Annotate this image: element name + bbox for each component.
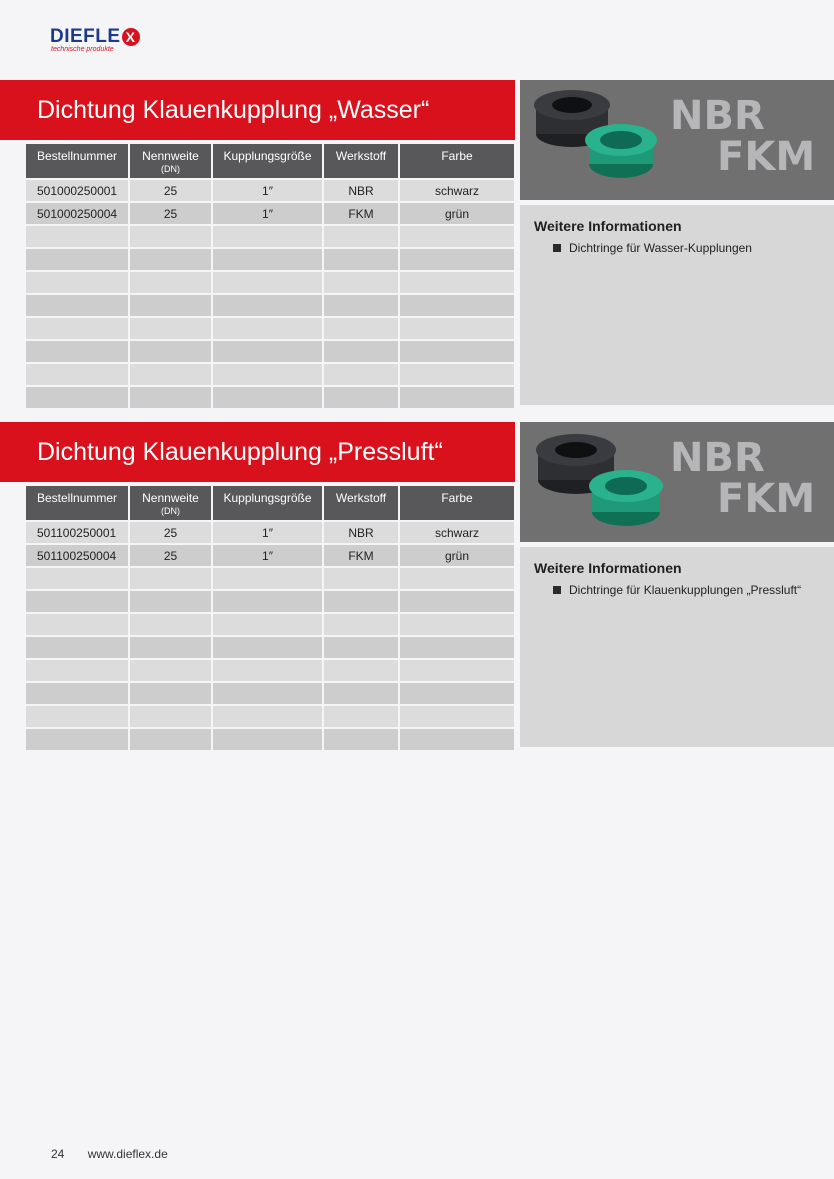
cell-bestellnummer: 501000250004 xyxy=(26,203,128,224)
column-header-nennweite-label: Nennweite xyxy=(142,149,199,163)
table-row-empty xyxy=(26,591,514,612)
table-row xyxy=(26,203,514,224)
table-row xyxy=(26,180,514,201)
info-box xyxy=(520,205,834,405)
table-row-empty xyxy=(26,387,514,408)
cell-kupplungsgroesse: 1″ xyxy=(213,180,322,201)
column-header-kupplungsgroesse: Kupplungsgröße xyxy=(213,486,322,520)
cell-bestellnummer: 501100250004 xyxy=(26,545,128,566)
section-title: Dichtung Klauenkupplung „Pressluft“ xyxy=(0,422,515,482)
table-row-empty xyxy=(26,364,514,385)
page-footer xyxy=(51,1147,188,1161)
cell-werkstoff: NBR xyxy=(324,180,398,201)
table-row-empty xyxy=(26,226,514,247)
table-row-empty xyxy=(26,706,514,727)
cell-nennweite: 25 xyxy=(130,180,211,201)
cell-kupplungsgroesse: 1″ xyxy=(213,522,322,543)
info-item-text: Dichtringe für Klauenkupplungen „Pressluft“ xyxy=(569,583,802,597)
column-header-nennweite xyxy=(130,486,211,520)
logo-name: DIEFLE xyxy=(50,26,121,47)
column-header-nennweite-label: Nennweite xyxy=(142,491,199,505)
material-label-nbr: NBR xyxy=(670,93,765,139)
material-label-fkm: FKM xyxy=(717,134,816,180)
table-row xyxy=(26,522,514,543)
column-header-bestellnummer: Bestellnummer xyxy=(26,144,128,178)
material-label-nbr: NBR xyxy=(670,435,765,481)
page-number: 24 xyxy=(51,1147,65,1161)
company-logo xyxy=(50,27,140,53)
table-header-row xyxy=(26,144,514,178)
column-header-kupplungsgroesse: Kupplungsgröße xyxy=(213,144,322,178)
table-row-empty xyxy=(26,660,514,681)
cell-farbe: grün xyxy=(400,545,514,566)
cell-farbe: grün xyxy=(400,203,514,224)
cell-kupplungsgroesse: 1″ xyxy=(213,203,322,224)
table-row xyxy=(26,545,514,566)
info-list-item xyxy=(534,583,820,597)
cell-bestellnummer: 501000250001 xyxy=(26,180,128,201)
cell-bestellnummer: 501100250001 xyxy=(26,522,128,543)
product-photo xyxy=(520,80,834,200)
table-row-empty xyxy=(26,683,514,704)
table-row-empty xyxy=(26,568,514,589)
info-title: Weitere Informationen xyxy=(534,560,682,576)
product-section-pressluft xyxy=(0,422,834,747)
cell-nennweite: 25 xyxy=(130,522,211,543)
info-title: Weitere Informationen xyxy=(534,218,682,234)
cell-werkstoff: NBR xyxy=(324,522,398,543)
table-row-empty xyxy=(26,272,514,293)
info-item-text: Dichtringe für Wasser-Kupplungen xyxy=(569,241,752,255)
column-header-werkstoff: Werkstoff xyxy=(324,486,398,520)
table-row-empty xyxy=(26,249,514,270)
table-row-empty xyxy=(26,318,514,339)
material-label-fkm: FKM xyxy=(717,476,816,522)
cell-farbe: schwarz xyxy=(400,522,514,543)
logo-tagline: technische produkte xyxy=(51,46,114,53)
column-header-farbe: Farbe xyxy=(400,486,514,520)
column-header-werkstoff: Werkstoff xyxy=(324,144,398,178)
column-header-dn-unit: (DN) xyxy=(161,506,180,516)
product-photo xyxy=(520,422,834,542)
table-row-empty xyxy=(26,729,514,750)
cell-werkstoff: FKM xyxy=(324,203,398,224)
cell-nennweite: 25 xyxy=(130,545,211,566)
product-section-wasser xyxy=(0,80,834,405)
info-list-item xyxy=(534,241,820,255)
section-title: Dichtung Klauenkupplung „Wasser“ xyxy=(0,80,515,140)
column-header-nennweite xyxy=(130,144,211,178)
square-bullet-icon xyxy=(553,586,561,594)
logo-wordmark xyxy=(50,27,140,47)
cell-werkstoff: FKM xyxy=(324,545,398,566)
product-table xyxy=(24,142,516,410)
square-bullet-icon xyxy=(553,244,561,252)
info-box xyxy=(520,547,834,747)
product-table xyxy=(24,484,516,752)
table-row-empty xyxy=(26,341,514,362)
column-header-dn-unit: (DN) xyxy=(161,164,180,174)
website-link[interactable]: www.dieflex.de xyxy=(87,1147,168,1161)
table-header-row xyxy=(26,486,514,520)
cell-nennweite: 25 xyxy=(130,203,211,224)
table-row-empty xyxy=(26,637,514,658)
table-row-empty xyxy=(26,614,514,635)
cell-farbe: schwarz xyxy=(400,180,514,201)
table-row-empty xyxy=(26,295,514,316)
column-header-farbe: Farbe xyxy=(400,144,514,178)
logo-x-mark: X xyxy=(122,28,140,46)
column-header-bestellnummer: Bestellnummer xyxy=(26,486,128,520)
cell-kupplungsgroesse: 1″ xyxy=(213,545,322,566)
